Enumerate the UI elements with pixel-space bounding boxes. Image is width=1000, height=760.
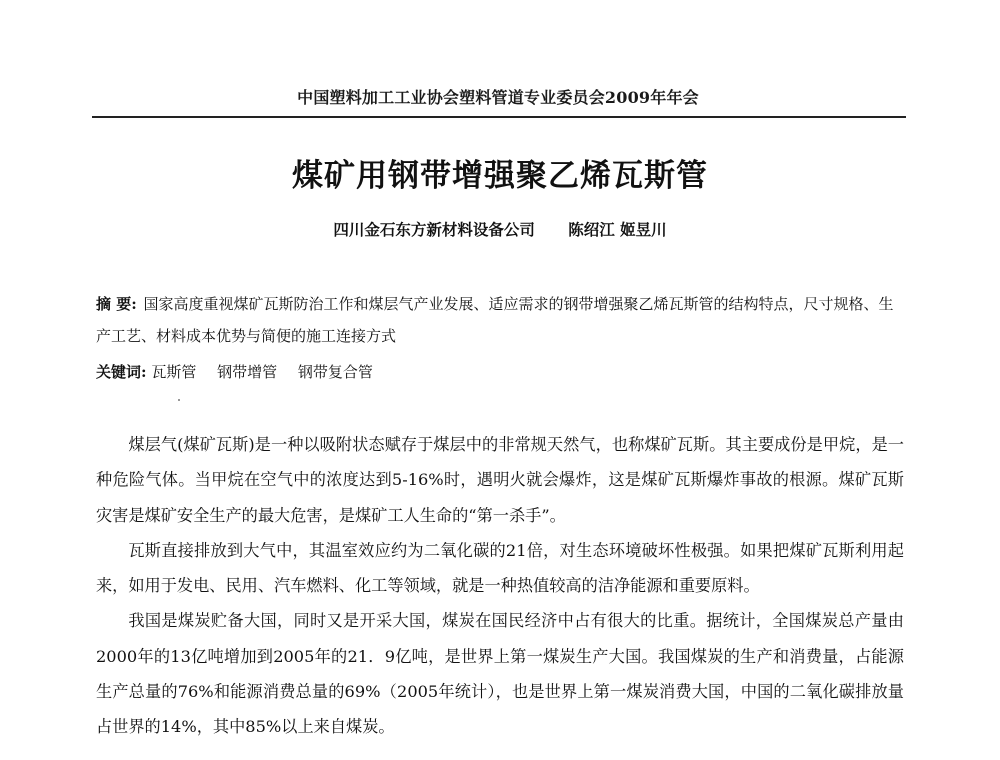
article-title: 煤矿用钢带增强聚乙烯瓦斯管 xyxy=(292,158,708,194)
abstract-text: 国家高度重视煤矿瓦斯防治工作和煤层气产业发展、适应需求的钢带增强聚乙烯瓦斯管的结构特点，尺寸规格、生产工艺、材料成本优势与简便的施工连接方式 xyxy=(96,295,894,345)
author-line xyxy=(0,218,1000,240)
body-paragraph: 瓦斯直接排放到大气中，其温室效应约为二氧化碳的21倍，对生态环境破坏性极强。如果把煤矿瓦斯利用起来，如用于发电、民用、汽车燃料、化工等领域，就是一种热值较高的洁净能源和重要原料。 xyxy=(96,540,904,596)
author-organization: 四川金石东方新材料设备公司 xyxy=(333,220,535,239)
body-text xyxy=(96,427,904,745)
abstract-label: 摘 要: xyxy=(96,295,137,313)
abstract xyxy=(96,288,904,352)
keyword: 钢带复合管 xyxy=(297,363,373,381)
keyword: 瓦斯管 xyxy=(151,363,197,381)
header-rule xyxy=(92,116,906,118)
keywords-label: 关键词: xyxy=(96,363,147,381)
body-paragraph: 煤层气(煤矿瓦斯)是一种以吸附状态赋存于煤层中的非常规天然气，也称煤矿瓦斯。其主要成份是甲烷，是一种危险气体。当甲烷在空气中的浓度达到5-16%时，遇明火就会爆炸，这是煤矿瓦斯爆炸事故的根源。煤矿瓦斯灾害是煤矿安全生产的最大危害，是煤矿工人生命的“第一杀手”。 xyxy=(96,435,904,525)
running-header: 中国塑料加工工业协会塑料管道专业委员会2009年年会 xyxy=(297,88,699,107)
body-paragraph: 我国是煤炭贮备大国，同时又是开采大国，煤炭在国民经济中占有很大的比重。据统计，全国煤炭总产量由2000年的13亿吨增加到2005年的21．9亿吨，是世界上第一煤炭生产大国。我国煤炭的生产和消费量，占能源生产总量的76%和能源消费总量的69%（2005年统计），也是世界上第一煤炭消费大国，中国的二氧化碳排放量占世界的14%，其中85%以上来自煤炭。 xyxy=(96,611,904,737)
author-names: 陈绍江 姬昱川 xyxy=(568,220,667,239)
keyword: 钢带增管 xyxy=(217,363,278,381)
keywords xyxy=(96,356,904,388)
scan-speck xyxy=(178,399,180,401)
